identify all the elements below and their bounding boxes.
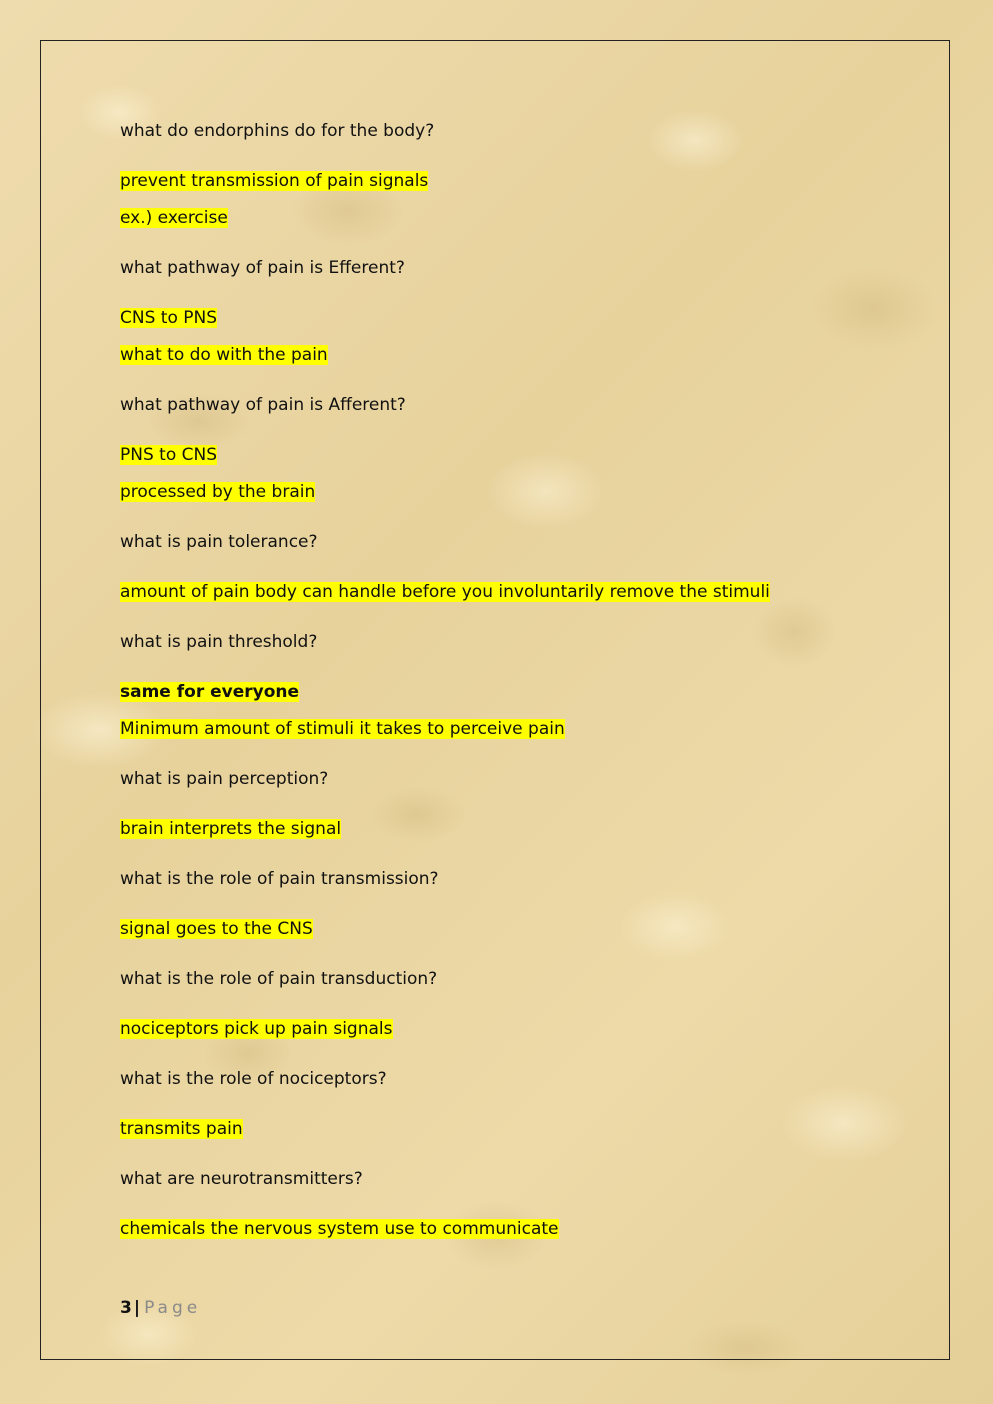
answer-line: PNS to CNS [120, 445, 218, 465]
answer-line: prevent transmission of pain signals [120, 171, 429, 191]
question-line: what is pain threshold? [120, 632, 318, 652]
answer-line: nociceptors pick up pain signals [120, 1019, 393, 1039]
answer-line: CNS to PNS [120, 308, 218, 328]
footer-separator: | [133, 1298, 141, 1318]
page-label: Page [144, 1298, 202, 1318]
answer-line: brain interprets the signal [120, 819, 342, 839]
question-line: what is pain perception? [120, 769, 329, 789]
question-line: what is the role of pain transmission? [120, 869, 439, 889]
answer-line: transmits pain [120, 1119, 243, 1139]
question-line: what are neurotransmitters? [120, 1169, 363, 1189]
answer-line: ex.) exercise [120, 208, 228, 228]
answer-line: amount of pain body can handle before you involuntarily remove the stimuli [120, 582, 770, 602]
answer-line: chemicals the nervous system use to communicate [120, 1219, 559, 1239]
answer-line: signal goes to the CNS [120, 919, 313, 939]
question-line: what do endorphins do for the body? [120, 121, 435, 141]
question-line: what pathway of pain is Efferent? [120, 258, 405, 278]
document-body [120, 118, 900, 1242]
question-line: what is pain tolerance? [120, 532, 318, 552]
answer-line: what to do with the pain [120, 345, 328, 365]
question-line: what pathway of pain is Afferent? [120, 395, 406, 415]
answer-line: processed by the brain [120, 482, 316, 502]
page-footer [120, 1296, 201, 1320]
answer-note-bold: same for everyone [120, 682, 300, 702]
question-line: what is the role of pain transduction? [120, 969, 438, 989]
page-number: 3 [120, 1298, 132, 1318]
question-line: what is the role of nociceptors? [120, 1069, 387, 1089]
answer-line: Minimum amount of stimuli it takes to perceive pain [120, 719, 565, 739]
